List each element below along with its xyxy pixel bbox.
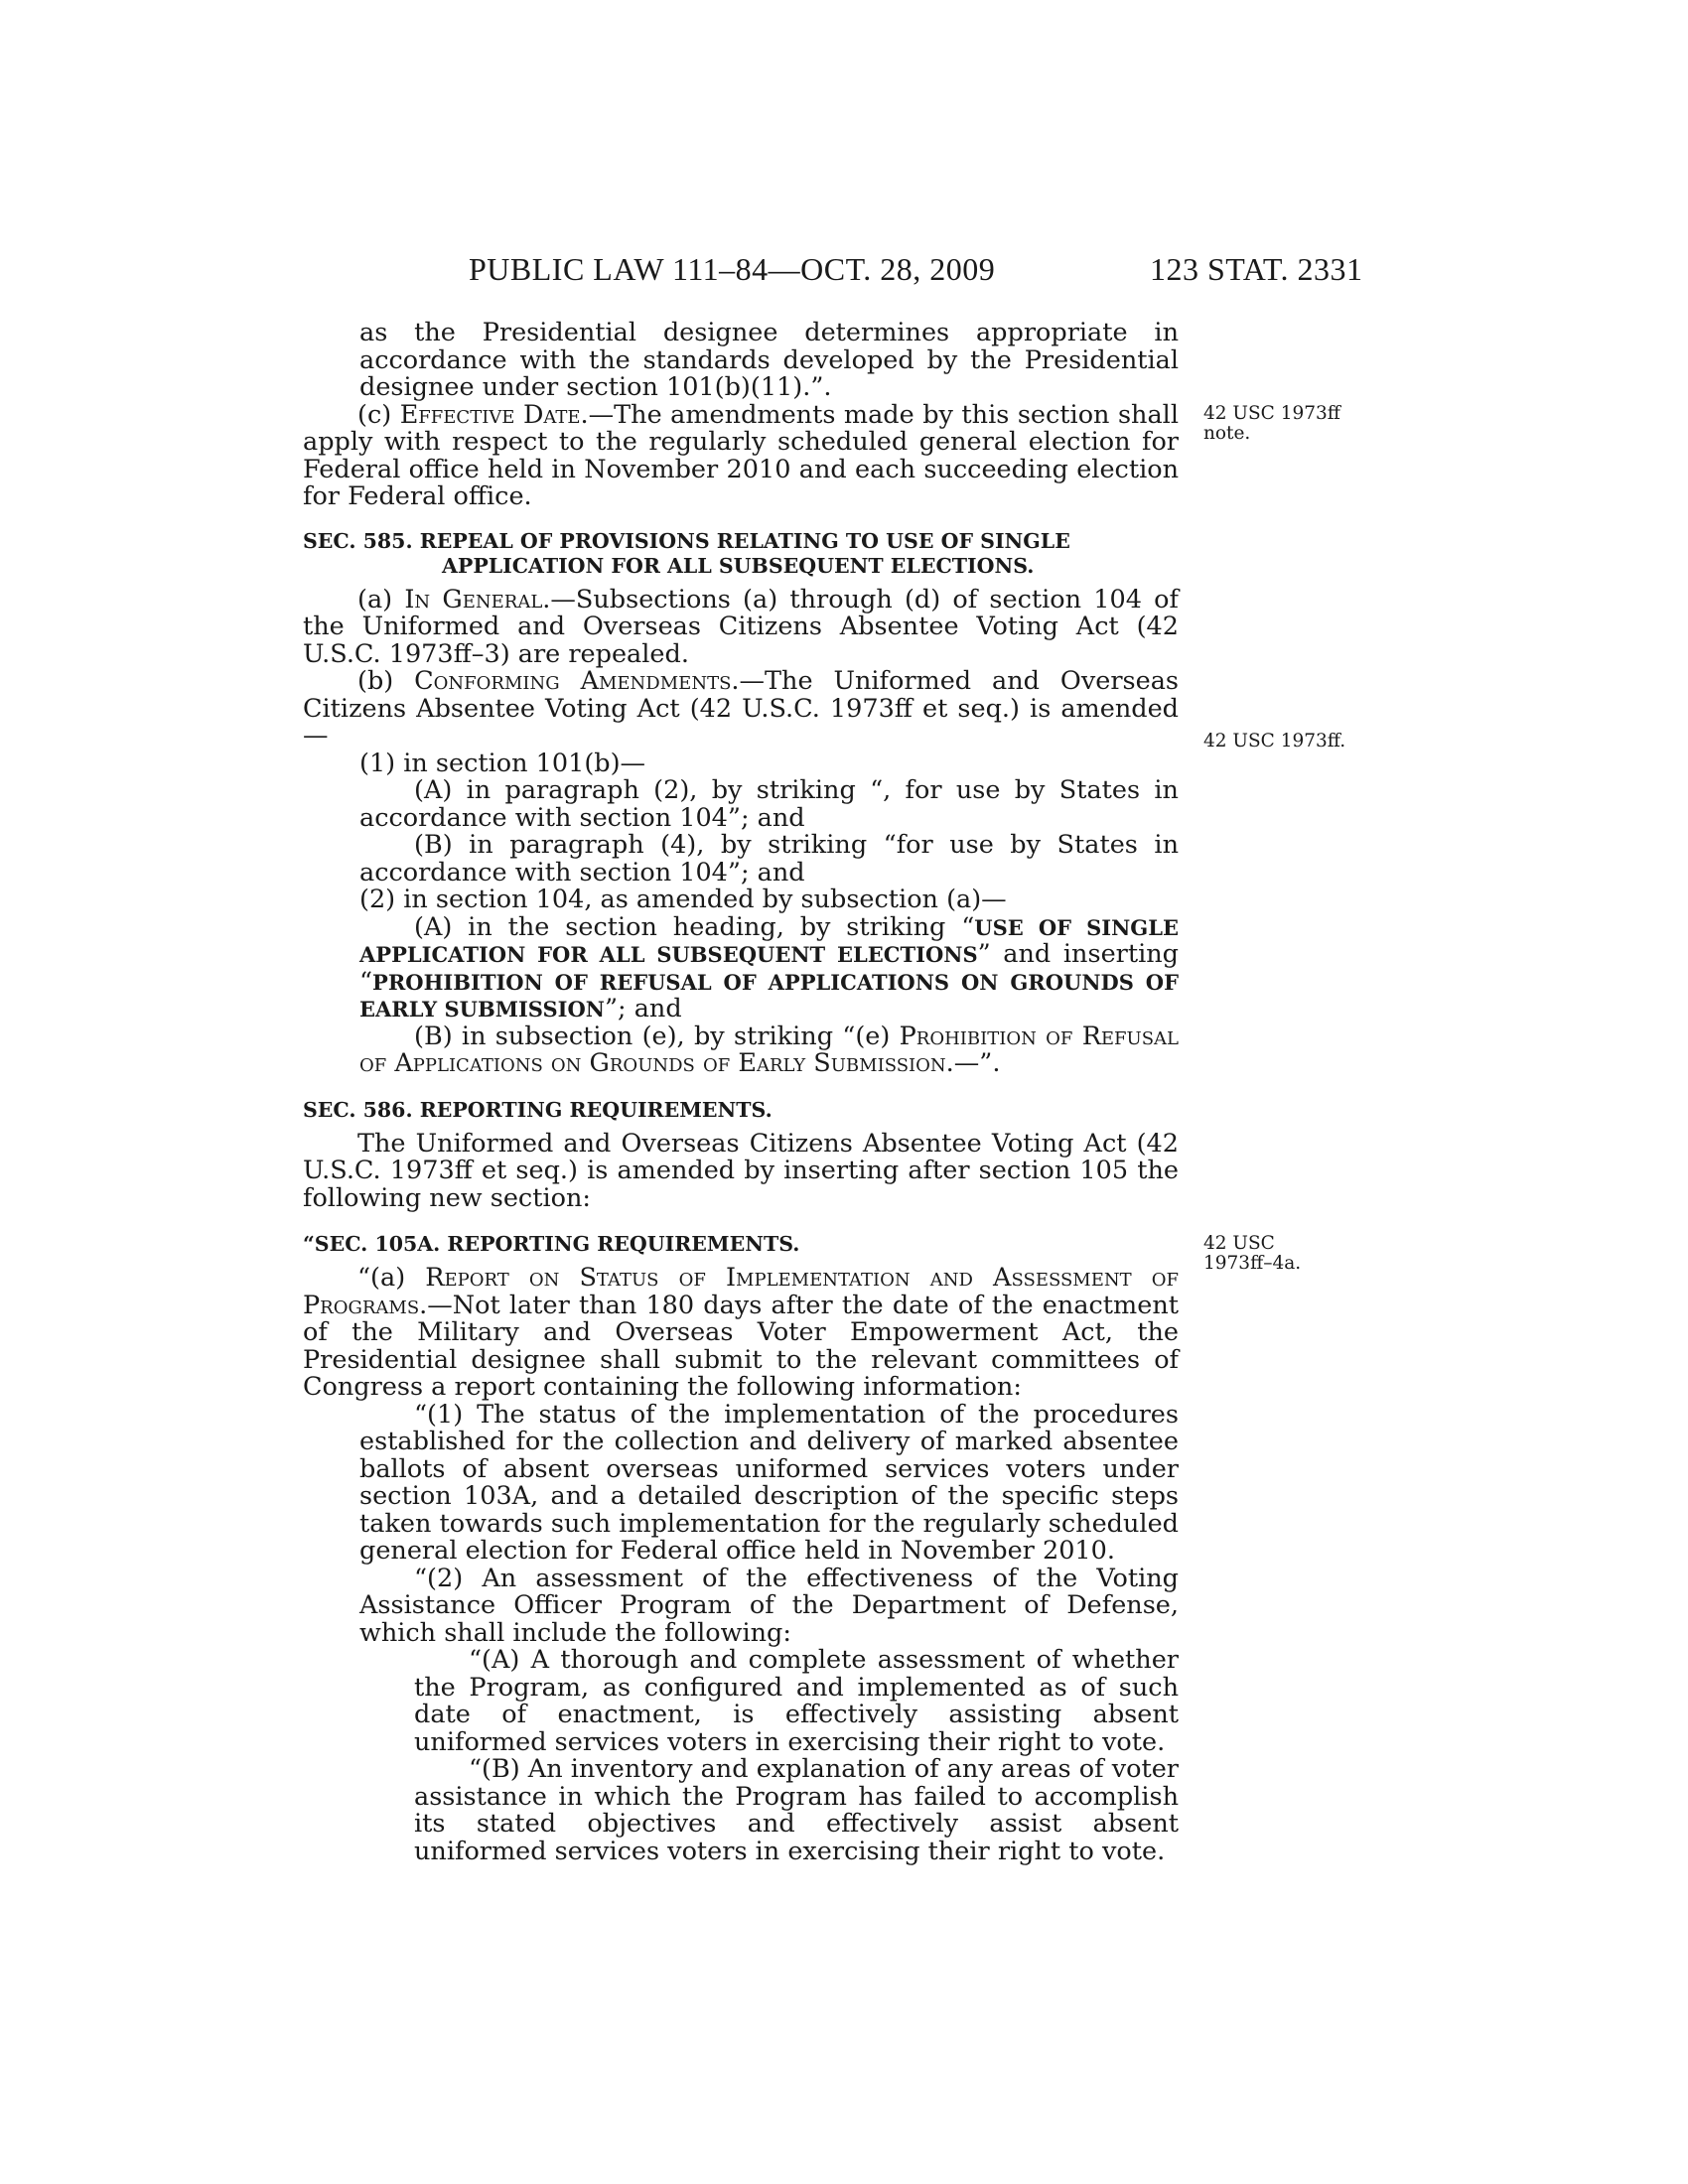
subsection-c-text: .—The amendments made by this section shall apply with respect to the regularly scheduled general election for Federal office held in November 2010 and each succeeding election for Federal office.: [303, 399, 1179, 511]
report-paragraph-2: “(2) An assessment of the effectiveness of the Voting Assistance Officer Program of the Department of Defense, which shall include the following:: [359, 1563, 1179, 1648]
paragraph-2-B-heading: Prohibition of Refusal of Applications on Grounds of Early Submission: [359, 1021, 1179, 1078]
paragraph-2-A-post: ”; and: [604, 994, 682, 1024]
paragraph-1: (1) in section 101(b)—: [359, 748, 646, 778]
report-subsection-a: [303, 1265, 1179, 1402]
paragraph-2-A: [303, 911, 1179, 1024]
subsection-a-heading: In General: [404, 584, 543, 614]
paragraph-2-A-mid: ” and inserting “: [359, 939, 1179, 997]
subsection-b-label: (b): [357, 666, 415, 696]
margin-note-2-line1: 42 USC 1973ff.: [1203, 731, 1346, 751]
subsection-c-heading: Effective Date: [399, 399, 581, 430]
margin-note-1-line1: 42 USC 1973ff: [1203, 403, 1340, 424]
document-body: [303, 320, 1179, 1865]
report-paragraph-2-A: “(A) A thorough and complete assessment of whether the Program, as configured and implemented as of such date of enactment, is effectively assisting absent uniformed services voters in exercising their right to vote.: [414, 1645, 1179, 1757]
paragraph-1-A: (A) in paragraph (2), by striking “, for use by States in accordance with section 104”; and: [359, 775, 1179, 833]
report-subsection-a-heading: Report on Status of Implementation and Assessment of Programs: [303, 1263, 1179, 1320]
margin-note-1: [1203, 404, 1340, 444]
report-paragraph-1: “(1) The status of the implementation of the procedures established for the collection and delivery of marked absentee ballots of absent overseas uniformed services voters under section 103A, and a detailed description of the specific steps taken towards such implementation for the regularly scheduled general election for Federal office held in November 2010.: [359, 1399, 1179, 1566]
report-subsection-a-label: “(a): [357, 1263, 426, 1293]
subsection-b-heading: Conforming Amendments: [414, 666, 732, 696]
paragraph-2-A-inserted-heading: PROHIBITION OF REFUSAL OF APPLICATIONS ON GROUNDS OF EARLY SUBMISSION: [359, 969, 1179, 1022]
subsection-b: [303, 668, 1179, 751]
margin-note-2: [1203, 732, 1345, 751]
paragraph-2-B-pre: (B) in subsection (e), by striking “(e): [414, 1021, 900, 1051]
margin-note-3: [1203, 1234, 1301, 1274]
section-586-heading: SEC. 586. REPORTING REQUIREMENTS.: [303, 1097, 773, 1122]
subsection-c-label: (c): [357, 399, 400, 430]
intro-paragraph: as the Presidential designee determines appropriate in accordance with the standards developed by the Presidential designee under section 101(b)(11).”.: [359, 318, 1179, 402]
paragraph-2: (2) in section 104, as amended by subsection (a)—: [359, 885, 1007, 914]
paragraph-2-B-post: .—”.: [945, 1048, 1001, 1078]
paragraph-2-A-pre: (A) in the section heading, by striking “: [414, 911, 975, 942]
paragraph-2-A-struck-heading: USE OF SINGLE APPLICATION FOR ALL SUBSEQUENT ELECTIONS: [359, 914, 1179, 967]
margin-note-3-line1: 42 USC: [1203, 1233, 1275, 1254]
section-585-heading: [303, 529, 1179, 579]
paragraph-2-B: [303, 1021, 1179, 1078]
header-stat-page: 123 STAT. 2331: [1150, 251, 1363, 287]
subsection-a-text: .—Subsections (a) through (d) of section 104 of the Uniformed and Overseas Citizens Absentee Voting Act (42 U.S.C. 1973ff–3) are repealed.: [303, 584, 1179, 669]
subsection-b-text: .—The Uniformed and Overseas Citizens Absentee Voting Act (42 U.S.C. 1973ff et seq.) is amended—: [303, 666, 1179, 751]
section-586-text: The Uniformed and Overseas Citizens Absentee Voting Act (42 U.S.C. 1973ff et seq.) is amended by inserting after section 105 the following new section:: [303, 1128, 1179, 1213]
subsection-a-label: (a): [357, 584, 405, 614]
header-public-law: PUBLIC LAW 111–84—OCT. 28, 2009: [469, 251, 996, 287]
paragraph-1-B: (B) in paragraph (4), by striking “for use by States in accordance with section 104”; and: [359, 830, 1179, 887]
report-paragraph-2-B: “(B) An inventory and explanation of any areas of voter assistance in which the Program has failed to accomplish its stated objectives and effectively assist absent uniformed services voters in exercising their right to vote.: [414, 1754, 1179, 1866]
section-585-heading-line2: APPLICATION FOR ALL SUBSEQUENT ELECTIONS.: [442, 553, 1035, 578]
section-105a-heading: “SEC. 105A. REPORTING REQUIREMENTS.: [303, 1232, 800, 1256]
subsection-c: [303, 399, 1179, 511]
section-585-heading-line1: SEC. 585. REPEAL OF PROVISIONS RELATING TO USE OF SINGLE: [303, 528, 1070, 553]
margin-note-3-line2: 1973ff–4a.: [1203, 1253, 1302, 1274]
subsection-a: [303, 584, 1179, 669]
report-subsection-a-text: .—Not later than 180 days after the date of the enactment of the Military and Overseas Voter Empowerment Act, the Presidential designee shall submit to the relevant committees of Congress a report containing the following information:: [303, 1290, 1179, 1402]
running-header: [0, 251, 1688, 291]
margin-note-1-line2: note.: [1203, 423, 1251, 444]
